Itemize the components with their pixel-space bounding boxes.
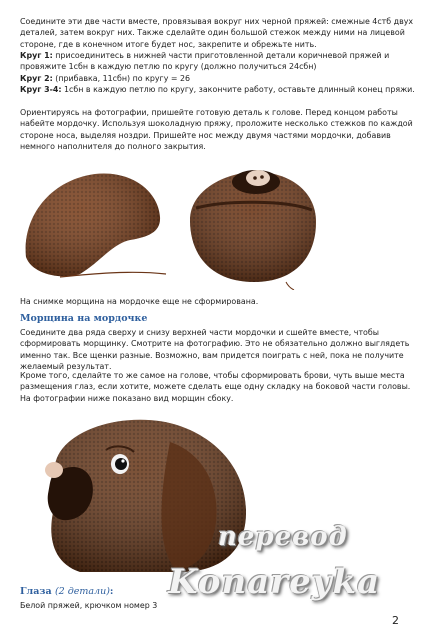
photo-caption: На снимке морщина на мордочке еще не сформирована. xyxy=(20,297,259,306)
round-1-label: Круг 1: xyxy=(20,51,53,60)
round-2-text: (прибавка, 11сбн) по кругу = 26 xyxy=(52,74,191,83)
intro-paragraph: Соедините эти две части вместе, провязывая вокруг них черной пряжей: смежные 4стб двух деталей, затем вокруг них. Также сделайте один большой стежок между ними на лицевой стороне, где в конечном итоге будет нос, закрепите и обрежьте нить. xyxy=(20,17,414,49)
round-1-instruction xyxy=(20,50,422,73)
round-2-label: Круг 2: xyxy=(20,74,53,83)
muzzle-photo-side xyxy=(20,162,168,284)
eyes-instruction: Белой пряжей, крючком номер 3 xyxy=(20,601,158,610)
puppy-head-photo xyxy=(20,412,248,572)
sewing-paragraph: Ориентируясь на фотографии, пришейте готовую деталь к голове. Перед концом работы набейте мордочку. Используя шоколадную пряжу, проложите несколько стежков по каждой стороне носа, выделяя ноздри. Пришейте нос между двумя частями мордочки, добавив немного наполнителя до полного закрытия. xyxy=(20,108,413,151)
muzzle-side-illustration xyxy=(20,162,168,284)
watermark-line-2: Konareyka xyxy=(168,562,381,602)
watermark-line-1: перевод xyxy=(218,522,348,552)
muzzle-photo-front xyxy=(176,160,332,290)
eyes-heading xyxy=(20,586,113,597)
page-number: 2 xyxy=(392,614,399,627)
round-1-text: присоединитесь в нижней части приготовленной детали коричневой пряжей и провяжите 1сбн в каждую петлю по кругу (должно получиться 24сбн) xyxy=(20,51,390,72)
puppy-head-illustration xyxy=(20,412,248,572)
wrinkle-paragraph-2: Кроме того, сделайте то же самое на голове, чтобы сформировать брови, чуть выше места размещения глаз, если хотите, можете сделать еще одну складку на боковой части головы. На фотографии ниже показано вид морщин сбоку. xyxy=(20,371,411,403)
round-3-4-label: Круг 3-4: xyxy=(20,85,62,94)
eyes-heading-detail: (2 детали) xyxy=(54,586,110,597)
muzzle-front-illustration xyxy=(176,160,332,290)
wrinkle-paragraph-1: Соедините два ряда сверху и снизу верхней части мордочки и сшейте вместе, чтобы сформировать морщинку. Смотрите на фотографию. Это не обязательно должно выглядеть именно так. Все щенки разные. Возможно, вам придется поиграть с ней, пока не получите желаемый результат. xyxy=(20,328,410,371)
round-3-4-text: 1сбн в каждую петлю по кругу, закончите работу, оставьте длинный конец пряжи. xyxy=(61,85,415,94)
wrinkle-heading: Морщина на мордочке xyxy=(20,313,148,324)
round-2-instruction xyxy=(20,73,422,84)
eyes-heading-colon: : xyxy=(109,586,114,597)
eyes-heading-main: Глаза xyxy=(20,586,55,597)
round-3-4-instruction xyxy=(20,84,422,95)
